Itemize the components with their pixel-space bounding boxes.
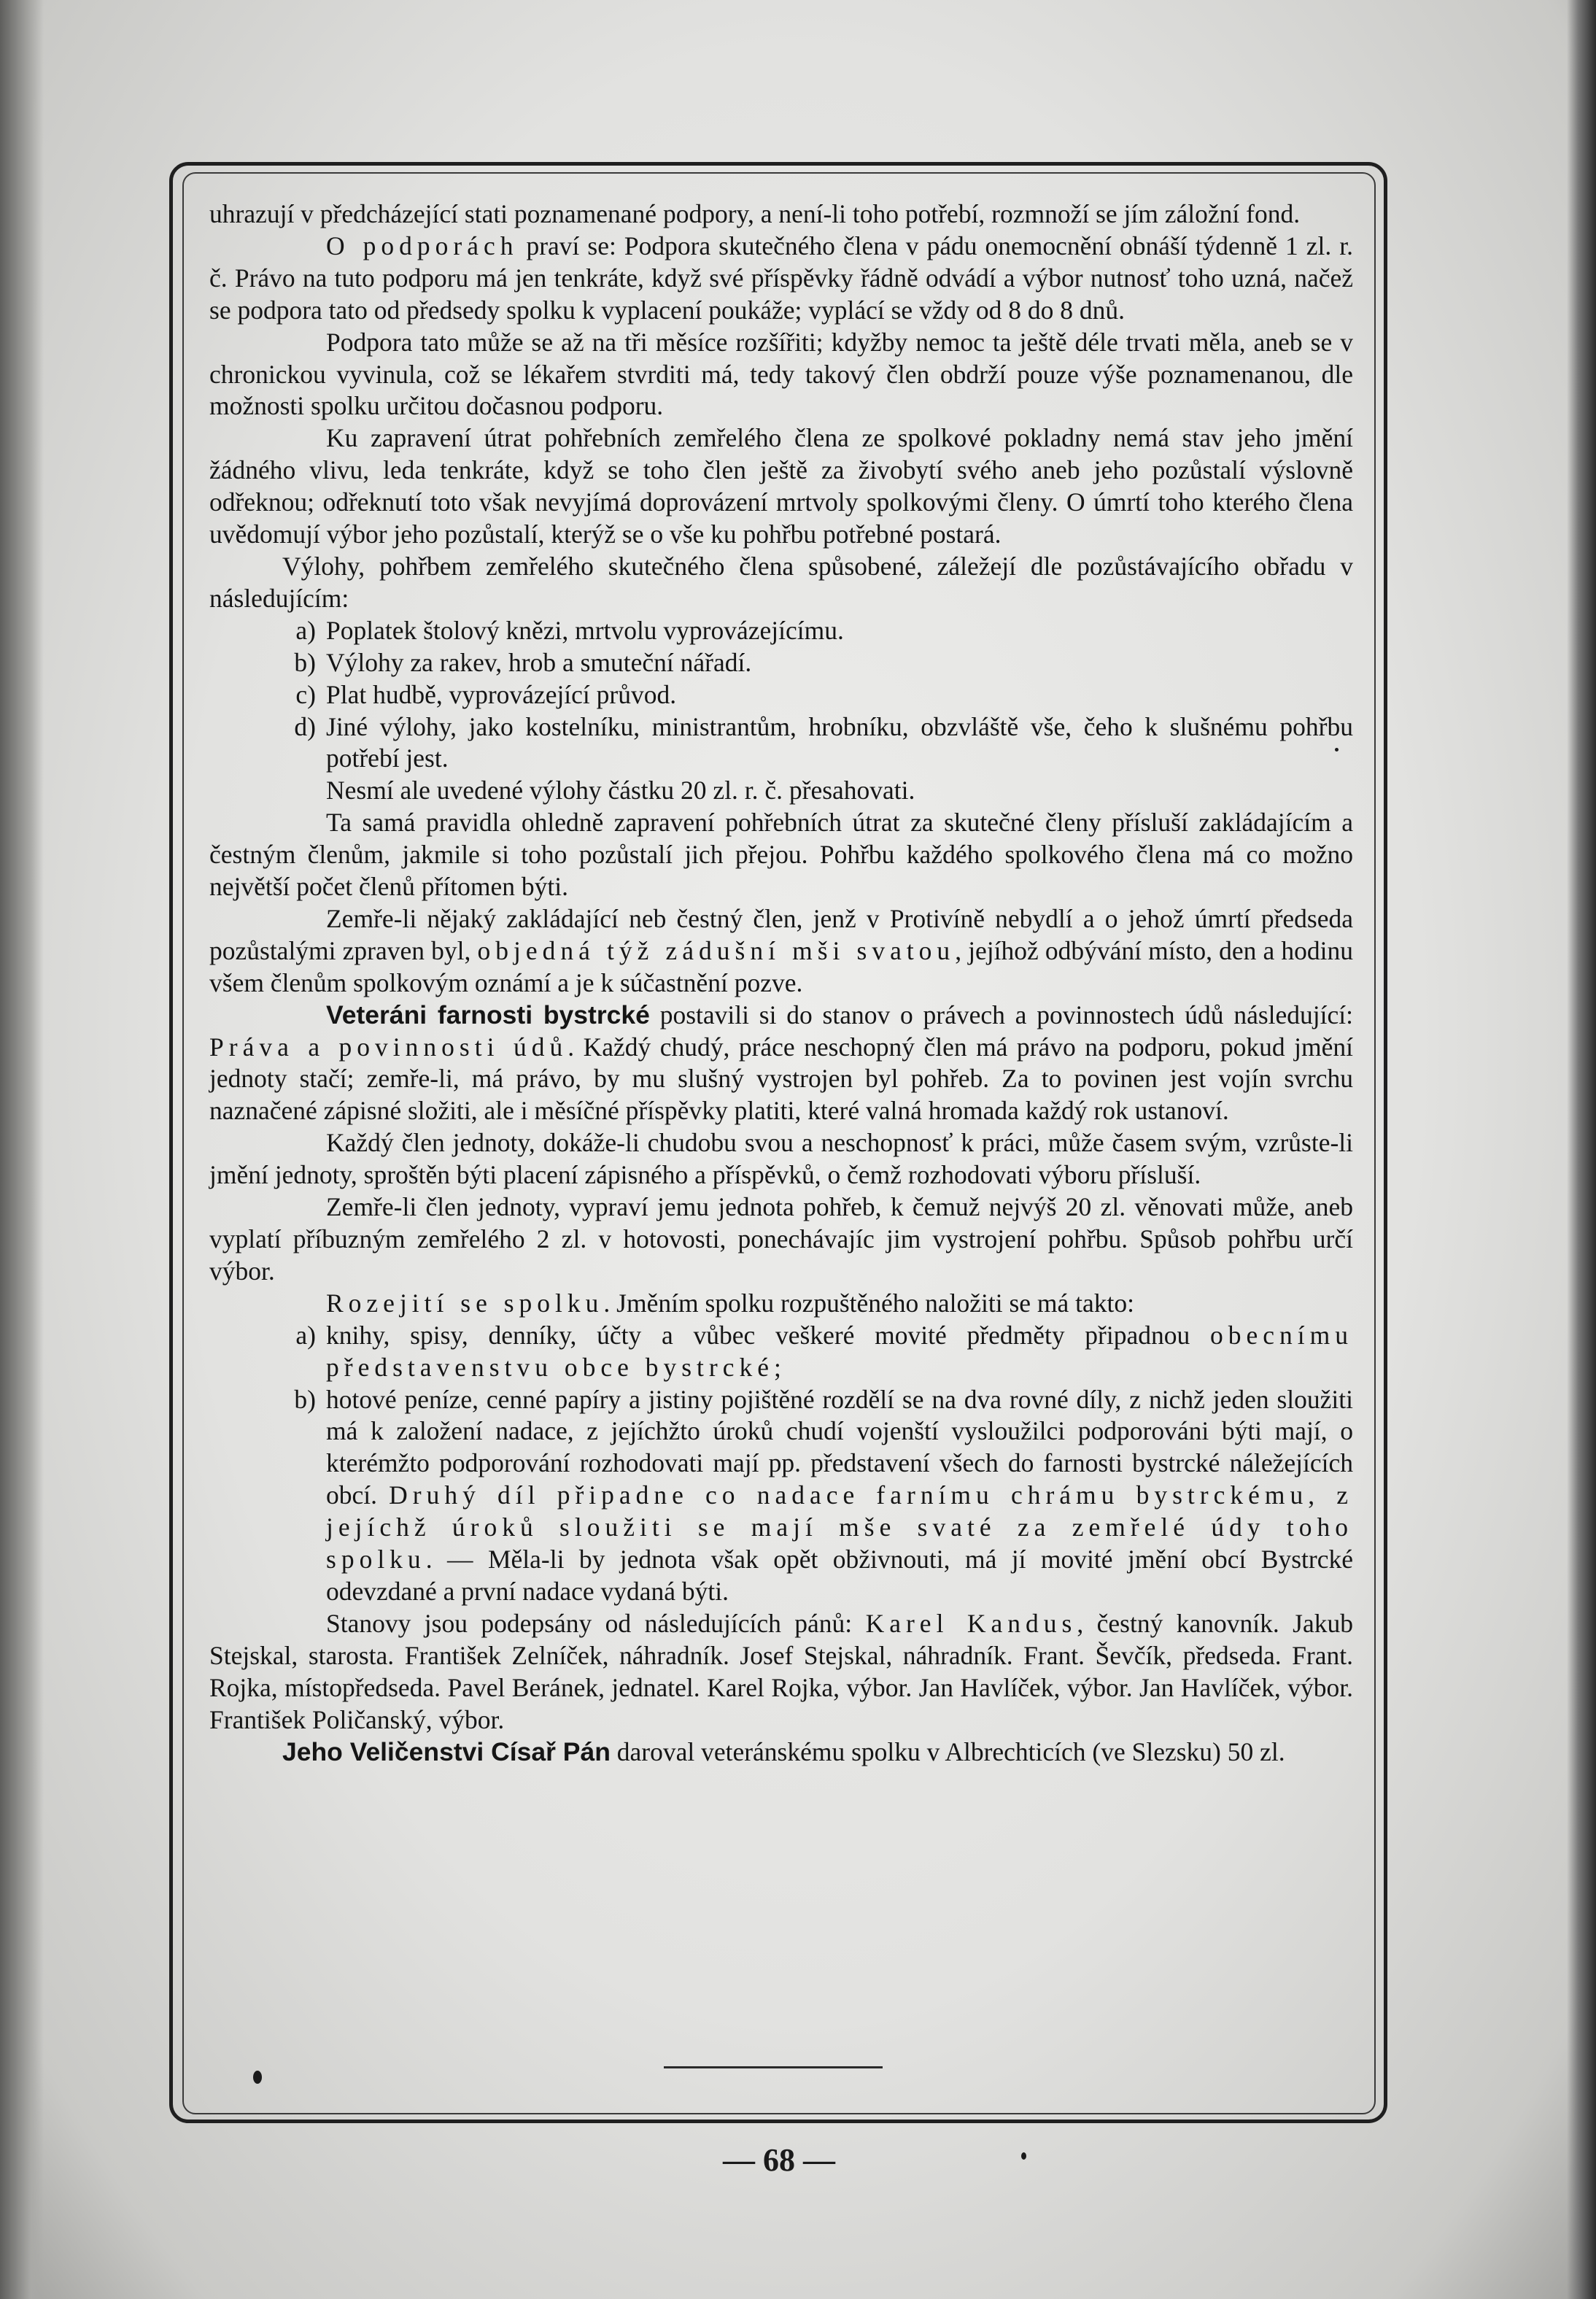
spaced-heading: O podporách [326, 231, 519, 260]
paragraph [209, 198, 1353, 231]
paragraph-text: ; [773, 1352, 781, 1382]
ink-speck [1335, 748, 1339, 751]
spaced-emphasis: Druhý díl připadne co nadace farnímu chrámu bystrckému, z jejíchž úroků sloužiti se mají mše svaté za zemřelé údy toho spolku [326, 1480, 1354, 1574]
list-item-text [326, 1384, 1353, 1608]
paragraph-text: Jiné výlohy, jako kostelníku, ministrantům, hrobníku, obzvláště vše, čeho k slušnému pohřbu potřebí jest. [326, 711, 1353, 773]
spaced-emphasis: Karel Kandus [865, 1608, 1077, 1638]
paragraph [209, 775, 1353, 807]
list-marker: d) [294, 711, 316, 741]
paragraph-text: . Každý chudý, práce neschopný člen má právo na podporu, pokud jmění jednoty stačí; zemře-li, má právo, by mu slušný vystrojen byl pohřeb. Za to povinen jest vojín svrchu naznačené zápisné složiti, ale i měsíčné příspěvky platiti, které valná hromada každý rok ustanoví. [209, 1032, 1353, 1126]
spaced-emphasis: Práva a povinnosti údů [209, 1032, 568, 1062]
paragraph-text: hotové peníze, cenné papíry a jistiny pojištěné rozdělí se na dva rovné díly, z nichž jeden sloužiti má k založení nadace, z jejíchžto úroků chudí vojenští vysloužilci podporováni býti mají, o kterémžto podporování rozhodovati mají pp. představení všech do farnosti bystrcké náležejících obcí. [326, 1384, 1353, 1510]
spaced-emphasis: objedná týž zádušní mši svatou [477, 935, 956, 965]
ink-speck [1021, 2152, 1026, 2160]
paragraph [209, 1736, 1353, 1769]
paragraph-text: Výlohy za rakev, hrob a smuteční nářadí. [326, 647, 752, 677]
list-marker: c) [295, 679, 316, 709]
bold-heading: Veteráni farnosti bystrcké [326, 1000, 650, 1029]
ink-speck [253, 2071, 262, 2084]
list-item-text [326, 679, 1353, 711]
scan-edge-left [0, 0, 44, 2299]
paragraph-text: Stanovy jsou podepsány od následujících pánů: [326, 1608, 866, 1638]
paragraph [209, 1127, 1353, 1191]
paragraph-text: Ku zapravení útrat pohřebních zemřelého člena ze spolkové pokladny nemá stav jeho jmění žádného vlivu, leda tenkráte, když se toho člen ještě za živobytí svého aneb jeho pozůstalí výslovně odřeknou; odřeknutí toto však nevyjímá doprovázení mrtvoly spolkovými členy. O úmrtí toho kterého člena uvědomují výbor jeho pozůstalí, kterýž se o vše ku pohřbu potřebné postará. [209, 423, 1353, 549]
list-item [209, 1320, 1353, 1384]
list-item [209, 679, 1353, 711]
list-item-text [326, 1320, 1353, 1384]
paragraph-text: knihy, spisy, denníky, účty a vůbec veškeré movité předměty připadnou [326, 1320, 1210, 1350]
end-rule [664, 2066, 883, 2068]
paragraph-text: , čestný kanovník. Jakub Stejskal, starosta. František Zelníček, náhradník. Josef Stejskal, náhradník. Frant. Ševčík, předseda. Frant. Rojka, místopředseda. Pavel Beránek, jednatel. Karel Rojka, výbor. Jan Havlíček, výbor. Jan Havlíček, výbor. František Poličanský, výbor. [209, 1608, 1353, 1734]
list-item [209, 1384, 1353, 1608]
paragraph [209, 1288, 1353, 1320]
paragraph [209, 807, 1353, 903]
list-marker: a) [295, 615, 316, 645]
paragraph [209, 551, 1353, 615]
list-item-text [326, 647, 1353, 679]
paragraph-text: . — Měla-li by jednota však opět obživnouti, má jí movité jmění obcí Bystrcké odevzdané a první nadace vydaná býti. [326, 1545, 1353, 1606]
paragraph-text: Podpora tato může se až na tři měsíce rozšířiti; kdyžby nemoc ta ještě déle trvati měla, aneb se v chronickou vyvinula, což se lékařem stvrditi má, tedy takový člen obdrží pouze výše poznamenanou, dle možnosti spolku určitou dočasnou podporu. [209, 327, 1353, 421]
paragraph-text: daroval veteránskému spolku v Albrechticích (ve Slezsku) 50 zl. [610, 1736, 1285, 1766]
paragraph-text: Plat hudbě, vyprovázející průvod. [326, 679, 677, 709]
paragraph-text: uhrazují v předcházející stati poznamenané podpory, a není-li toho potřebí, rozmnoží se jím záložní fond. [209, 199, 1301, 228]
paragraph [209, 1191, 1353, 1288]
list-marker: a) [295, 1320, 316, 1350]
list-marker: b) [294, 1384, 316, 1414]
spaced-emphasis: Rozejití se spolku [326, 1288, 604, 1318]
paragraph [209, 422, 1353, 551]
page-number: — 68 — [723, 2142, 835, 2178]
scan-edge-right [1567, 0, 1596, 2299]
paragraph-text: Každý člen jednoty, dokáže-li chudobu svou a neschopnosť k práci, může časem svým, vzrůste-li jmění jednoty, sproštěn býti placení zápisného a příspěvků, o čemž rozhodovati výboru přísluší. [209, 1128, 1353, 1190]
document-body [209, 198, 1353, 1768]
paragraph [209, 1000, 1353, 1128]
list-item-text [326, 711, 1353, 776]
paragraph-text: Zemře-li člen jednoty, vypraví jemu jednota pohřeb, k čemuž nejvýš 20 zl. věnovati může, aneb vyplatí příbuzným zemřelého 2 zl. v hotovosti, ponechávajíc jim vystrojení pohřbu. Spůsob pohřbu určí výbor. [209, 1192, 1353, 1286]
paragraph-text: praví se: Podpora skutečného člena v pádu onemocnění obnáší týdenně 1 zl. r. č. Právo na tuto podporu má jen tenkráte, když své příspěvky řádně odvádí a výbor nutnosť toho uzná, načež se podpora tato od předsedy spolku k vyplacení poukáže; vyplácí se vždy od 8 do 8 dnů. [209, 231, 1353, 325]
paragraph-text: Výlohy, pohřbem zemřelého skutečného člena spůsobené, záležejí dle pozůstávajícího obřadu v následujícím: [209, 551, 1353, 613]
list-item-text [326, 615, 1353, 647]
paragraph-text: Poplatek štolový knězi, mrtvolu vyprovázejícímu. [326, 615, 844, 645]
spaced-emphasis: obecnímu představenstvu obce bystrcké [326, 1320, 1353, 1382]
list-marker: b) [294, 647, 316, 677]
paragraph-text: Zemře-li nějaký zakládající neb čestný člen, jenž v Protivíně nebydlí a o jehož úmrtí předseda pozůstalými zpraven byl, [209, 903, 1353, 965]
paragraph [209, 327, 1353, 423]
paragraph-text: Ta samá pravidla ohledně zapravení pohřebních útrat za skutečné členy přísluší zakládajícím a čestným členům, jakmile si toho pozůstalí jich přejou. Pohřbu každého spolkového člena má co možno největší počet členů přítomen býti. [209, 808, 1353, 902]
paragraph [209, 903, 1353, 1000]
paragraph-text: . Jměním spolku rozpuštěného naložiti se má takto: [603, 1288, 1135, 1318]
paragraph [209, 231, 1353, 327]
paragraph-text: Nesmí ale uvedené výlohy částku 20 zl. r. č. přesahovati. [326, 776, 915, 805]
list-item [209, 647, 1353, 679]
list-item [209, 711, 1353, 776]
list-item [209, 615, 1353, 647]
paragraph [209, 1608, 1353, 1736]
paragraph-text: , jejíhož odbývání místo, den a hodinu všem členům spolkovým oznámí a je k súčastnění pozve. [209, 935, 1353, 997]
bold-heading: Jeho Veličenstvi Císař Pán [282, 1736, 611, 1766]
paragraph-text: postavili si do stanov o právech a povinnostech údů následující: [649, 1000, 1353, 1029]
